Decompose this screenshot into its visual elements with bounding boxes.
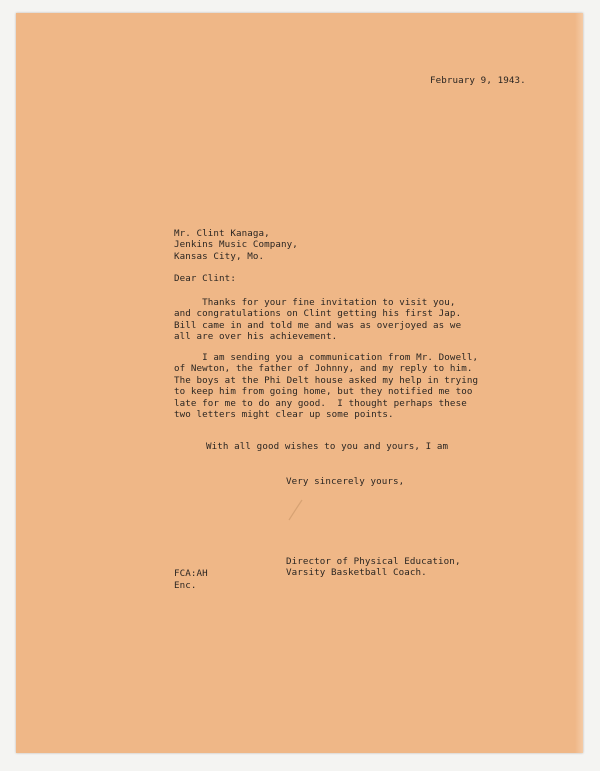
enclosure-note: Enc. <box>174 580 197 591</box>
body-paragraph-1 <box>174 297 461 343</box>
recipient-line: Kansas City, Mo. <box>174 250 265 262</box>
signature-mark <box>286 498 306 522</box>
body-line: The boys at the Phi Delt house asked my help in trying <box>174 374 479 386</box>
body-line: two letters might clear up some points. <box>174 409 394 421</box>
signature-stroke <box>289 500 302 520</box>
body-line: and congratulations on Clint getting his first Jap. <box>174 308 462 320</box>
body-line: late for me to do any good. I thought perhaps these <box>174 397 467 409</box>
recipient-line: Mr. Clint Kanaga, <box>174 228 270 239</box>
body-paragraph-3: With all good wishes to you and yours, I am <box>206 441 449 452</box>
body-line: of Newton, the father of Johnny, and my reply to him. <box>174 363 473 375</box>
salutation: Dear Clint: <box>174 273 236 284</box>
body-line: I am sending you a communication from Mr. Dowell, <box>174 352 479 363</box>
signature-title-line: Director of Physical Education, <box>286 556 461 567</box>
body-line: to keep him from going home, but they notified me too <box>174 386 473 398</box>
reference-initials: FCA:AH <box>174 568 208 579</box>
body-paragraph-2 <box>174 352 478 420</box>
recipient-line: Jenkins Music Company, <box>174 239 298 251</box>
letter-date: February 9, 1943. <box>430 75 526 86</box>
recipient-address <box>174 228 298 262</box>
body-line: Bill came in and told me and was as overjoyed as we <box>174 319 462 331</box>
signature-title-line: Varsity Basketball Coach. <box>286 567 427 579</box>
signature-block <box>286 556 461 579</box>
body-line: Thanks for your fine invitation to visit you, <box>174 297 456 308</box>
body-line: all are over his achievement. <box>174 331 338 343</box>
complimentary-closing: Very sincerely yours, <box>286 476 405 487</box>
